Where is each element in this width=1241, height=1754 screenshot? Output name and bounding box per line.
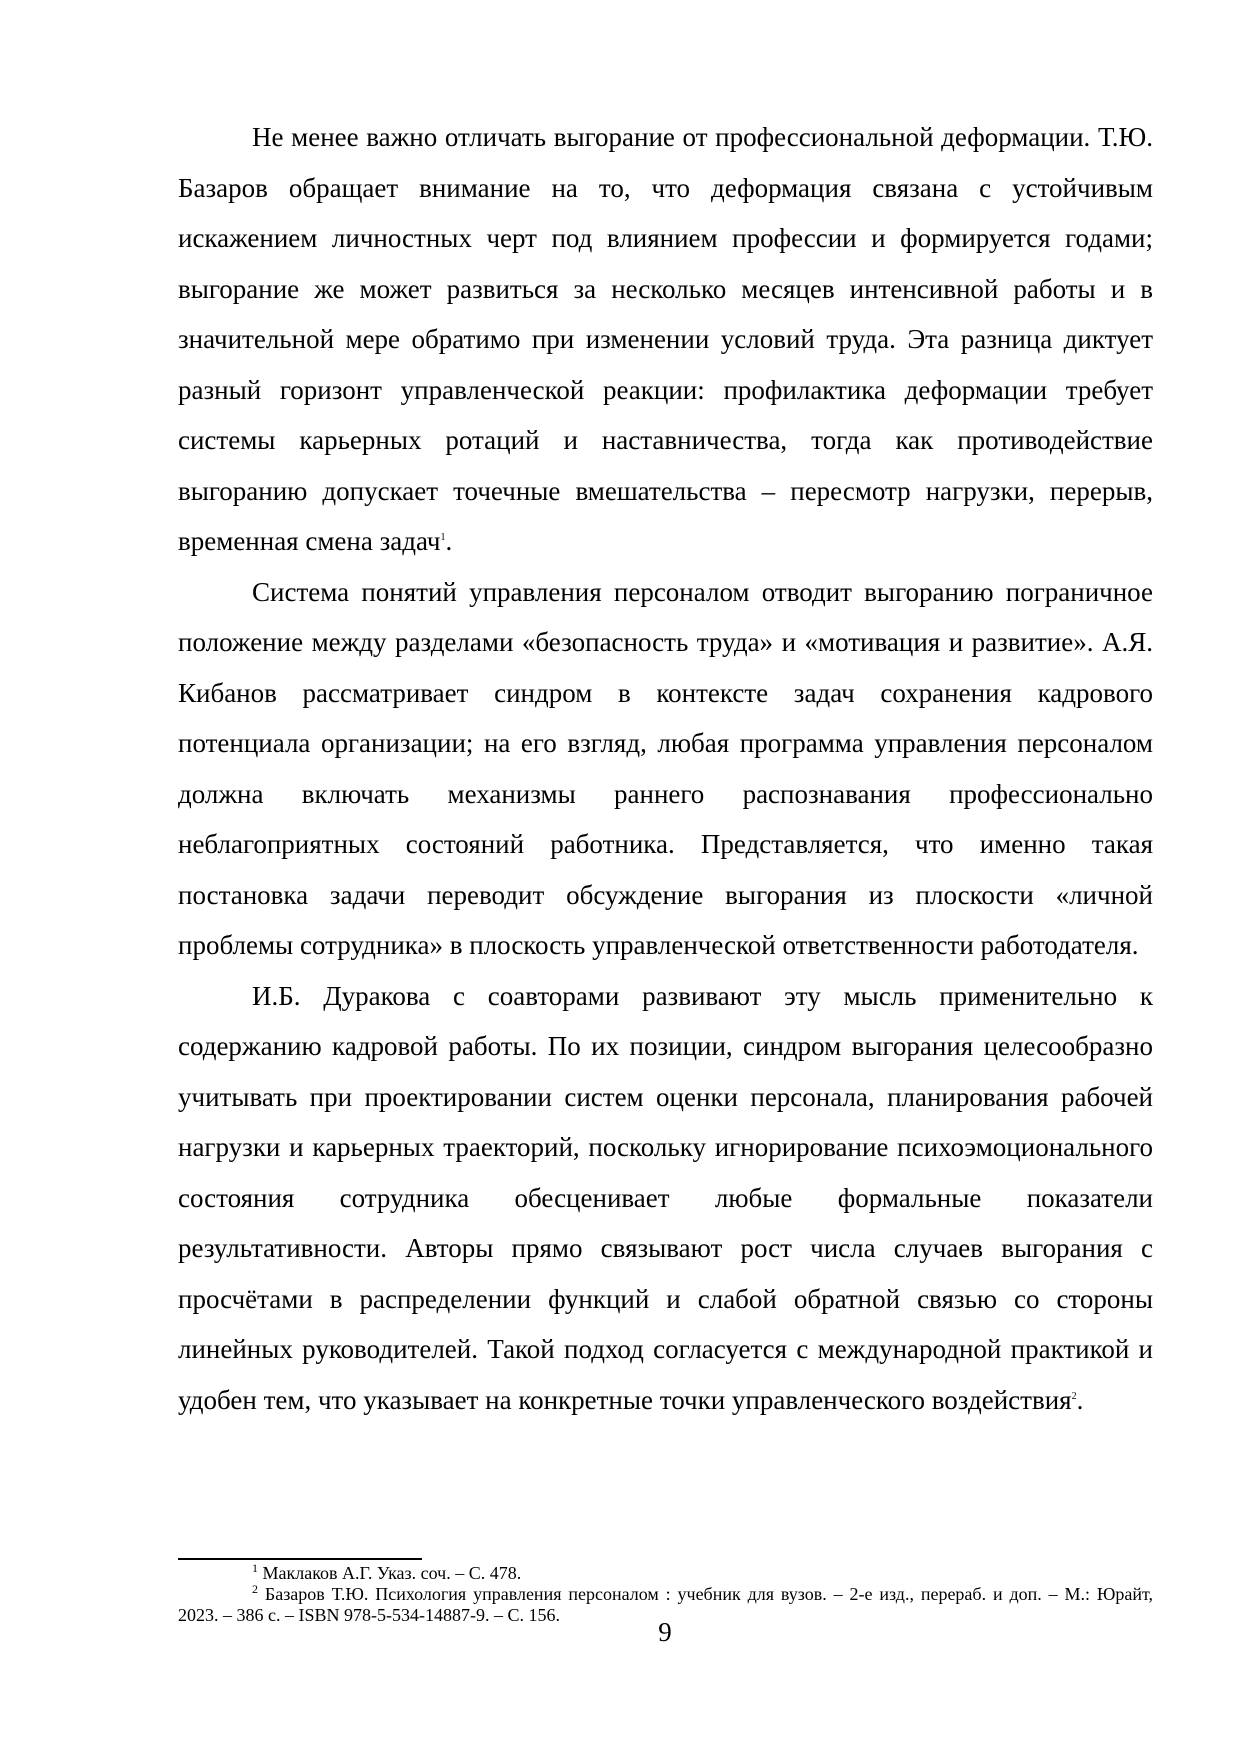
paragraph-3-tail: . xyxy=(1076,1384,1084,1415)
paragraph-1-text: Не менее важно отличать выгорание от профессиональной деформации. Т.Ю. Базаров обращает внимание на то, что деформация связана с устойчивым искажением личностных черт под влиянием профессии и формируется годами; выгорание же может развиться за несколько месяцев интенсивной работы и в значительной мере обратимо при изменении условий труда. Эта разница диктует разный горизонт управленческой реакции: профилактика деформации требует системы карьерных ротаций и наставничества, тогда как противодействие выгоранию допускает точечные вмешательства – пересмотр нагрузки, перерыв, временная смена задач xyxy=(178,122,1153,556)
paragraph-3 xyxy=(178,971,1153,1426)
paragraph-1-tail: . xyxy=(445,526,453,556)
page-number: 9 xyxy=(658,1617,672,1647)
footnote-ref-2[interactable]: 2 xyxy=(1071,1390,1077,1402)
body-text xyxy=(178,112,1153,1425)
footnote-1 xyxy=(178,1563,1153,1584)
paragraph-3-text: И.Б. Дуракова с соавторами развивают эту мысль применительно к содержанию кадровой работы. По их позиции, синдром выгорания целесообразно учитывать при проектировании систем оценки персонала, планирования рабочей нагрузки и карьерных траекторий, поскольку игнорирование психоэмоционального состояния сотрудника обесценивает любые формальные показатели результативности. Авторы прямо связывают рост числа случаев выгорания с просчётами в распределении функций и слабой обратной связью со стороны линейных руководителей. Такой подход согласуется с международной практикой и удобен тем, что указывает на конкретные точки управленческого воздействия xyxy=(178,980,1153,1415)
paragraph-2-text: Система понятий управления персоналом отводит выгоранию пограничное положение между разделами «безопасность труда» и «мотивация и развитие». А.Я. Кибанов рассматривает синдром в контексте задач сохранения кадрового потенциала организации; на его взгляд, любая программа управления персоналом должна включать механизмы раннего распознавания профессионально неблагоприятных состояний работника. Представляется, что именно такая постановка задачи переводит обсуждение выгорания из плоскости «личной проблемы сотрудника» в плоскость управленческой ответственности работодателя. xyxy=(178,576,1153,960)
footnote-ref-1[interactable]: 1 xyxy=(440,532,446,543)
footnote-separator xyxy=(178,1558,422,1560)
paragraph-2 xyxy=(178,567,1153,971)
paragraph-1 xyxy=(178,112,1153,567)
footnote-2-number: 2 xyxy=(252,1582,258,1596)
footnote-1-number: 1 xyxy=(252,1561,258,1575)
footnote-1-text: Маклаков А.Г. Указ. соч. – С. 478. xyxy=(262,1563,522,1583)
footnote-2-text: Базаров Т.Ю. Психология управления персоналом : учебник для вузов. – 2-е изд., перераб. и доп. – М.: Юрайт, 2023. – 386 с. – ISBN 978-5-534-14887-9. – С. 156. xyxy=(178,1584,1153,1625)
